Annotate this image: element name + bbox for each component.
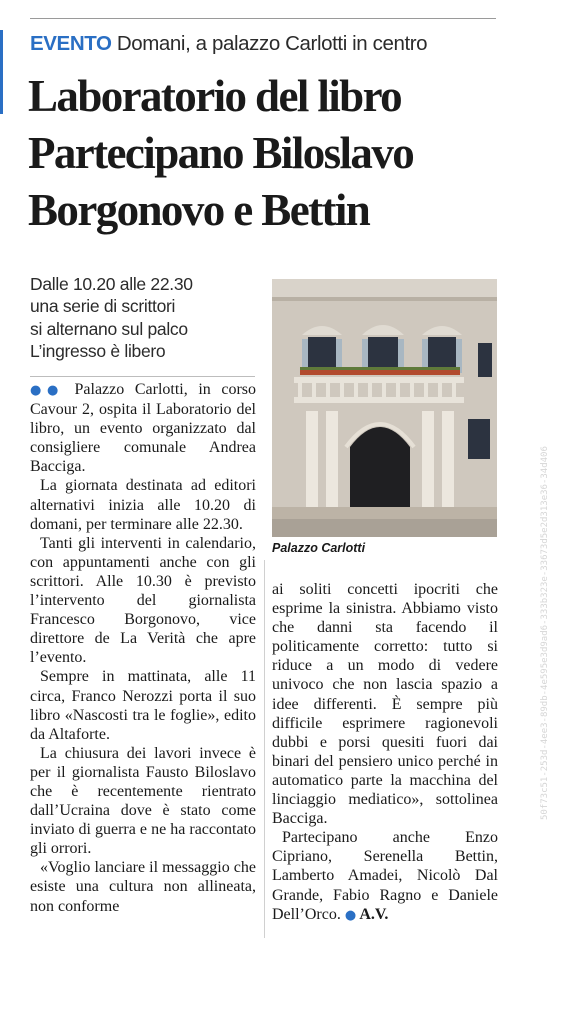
building-facade-illustration xyxy=(272,279,497,537)
summary-line-2: una serie di scrittori xyxy=(30,296,176,317)
headline xyxy=(28,68,548,239)
body-paragraph xyxy=(272,828,498,924)
headline-line-2: Partecipano Biloslavo xyxy=(28,128,414,178)
author-signature xyxy=(345,906,389,923)
body-paragraph: Sempre in mattinata, alle 11 circa, Franco Nerozzi porta il suo libro «Nascosti tra le foglie», edito da Altaforte. xyxy=(30,668,256,743)
section-accent-bar xyxy=(0,30,3,114)
body-paragraph: Tanti gli interventi in calendario, con appuntamenti anche con gli scrittori. Alle 10.30 è previsto l’intervento del giornalista Francesco Borgonovo, vice direttore de La Verità che apre l’evento. xyxy=(30,534,256,667)
scan-watermark: 50f73c51-253d-4ee3-89db-4e595e3d9ad6-333b323e-33673d5e2d313e36-34d406 xyxy=(540,446,550,820)
signature-initials: A.V. xyxy=(359,905,389,923)
column-divider xyxy=(264,560,265,938)
body-column-2 xyxy=(272,580,498,925)
body-paragraph: «Voglio lanciare il messaggio che esiste una cultura non allineata, non conforme xyxy=(30,859,256,915)
kicker-text: Domani, a palazzo Carlotti in centro xyxy=(116,32,428,55)
paragraph-1-text: Palazzo Carlotti, in corso Cavour 2, ospita il Laboratorio del libro, un evento organizzato dal consigliere comunale Andrea Bacciga. xyxy=(30,381,257,476)
body-paragraph: ai soliti concetti ipocriti che esprime la sinistra. Abbiamo visto che danni sta facendo il politicamente corretto: tutto si riduce a un modo di vedere univoco che non lascia spazio a idee differenti. È sempre più difficile esprimere ragionevoli dubbi e porsi quesiti fuori dai binari del pensiero unico perché in automatico parte la macchina del linciaggio mediatico», sottolinea Bacciga. xyxy=(272,581,498,828)
photo-caption: Palazzo Carlotti xyxy=(272,541,366,555)
palazzo-carlotti-photo xyxy=(272,279,497,537)
summary-divider xyxy=(30,376,255,377)
kicker xyxy=(30,30,530,58)
top-rule xyxy=(30,18,496,19)
bullet-dots-icon: ●● xyxy=(30,383,64,398)
body-column-1 xyxy=(30,380,256,916)
body-paragraph: La chiusura dei lavori invece è per il giornalista Fausto Biloslavo che è recentemente rientrato dall’Ucraina dove è stato come inviato di guerra e ne ha raccontato gli orrori. xyxy=(30,744,256,858)
summary xyxy=(30,273,260,363)
headline-line-3: Borgonovo e Bettin xyxy=(28,185,370,235)
body-paragraph: La giornata destinata ad editori alternativi inizia alle 10.20 di domani, per terminare alle 22.30. xyxy=(30,477,256,533)
summary-line-4: L’ingresso è libero xyxy=(30,341,166,362)
summary-line-1: Dalle 10.20 alle 22.30 xyxy=(30,274,193,294)
summary-line-3: si alternano sul palco xyxy=(30,318,188,339)
paragraph-8-text: Partecipano anche Enzo Cipriano, Serenella Bettin, Lamberto Amadei, Nicolò Dal Grande, Fabio Ragno e Daniele Dell’Orco. xyxy=(272,829,498,923)
body-paragraph xyxy=(30,380,256,476)
signature-dot-icon: ● xyxy=(344,907,357,923)
kicker-tag: EVENTO xyxy=(30,32,112,55)
headline-line-1: Laboratorio del libro xyxy=(28,71,402,121)
